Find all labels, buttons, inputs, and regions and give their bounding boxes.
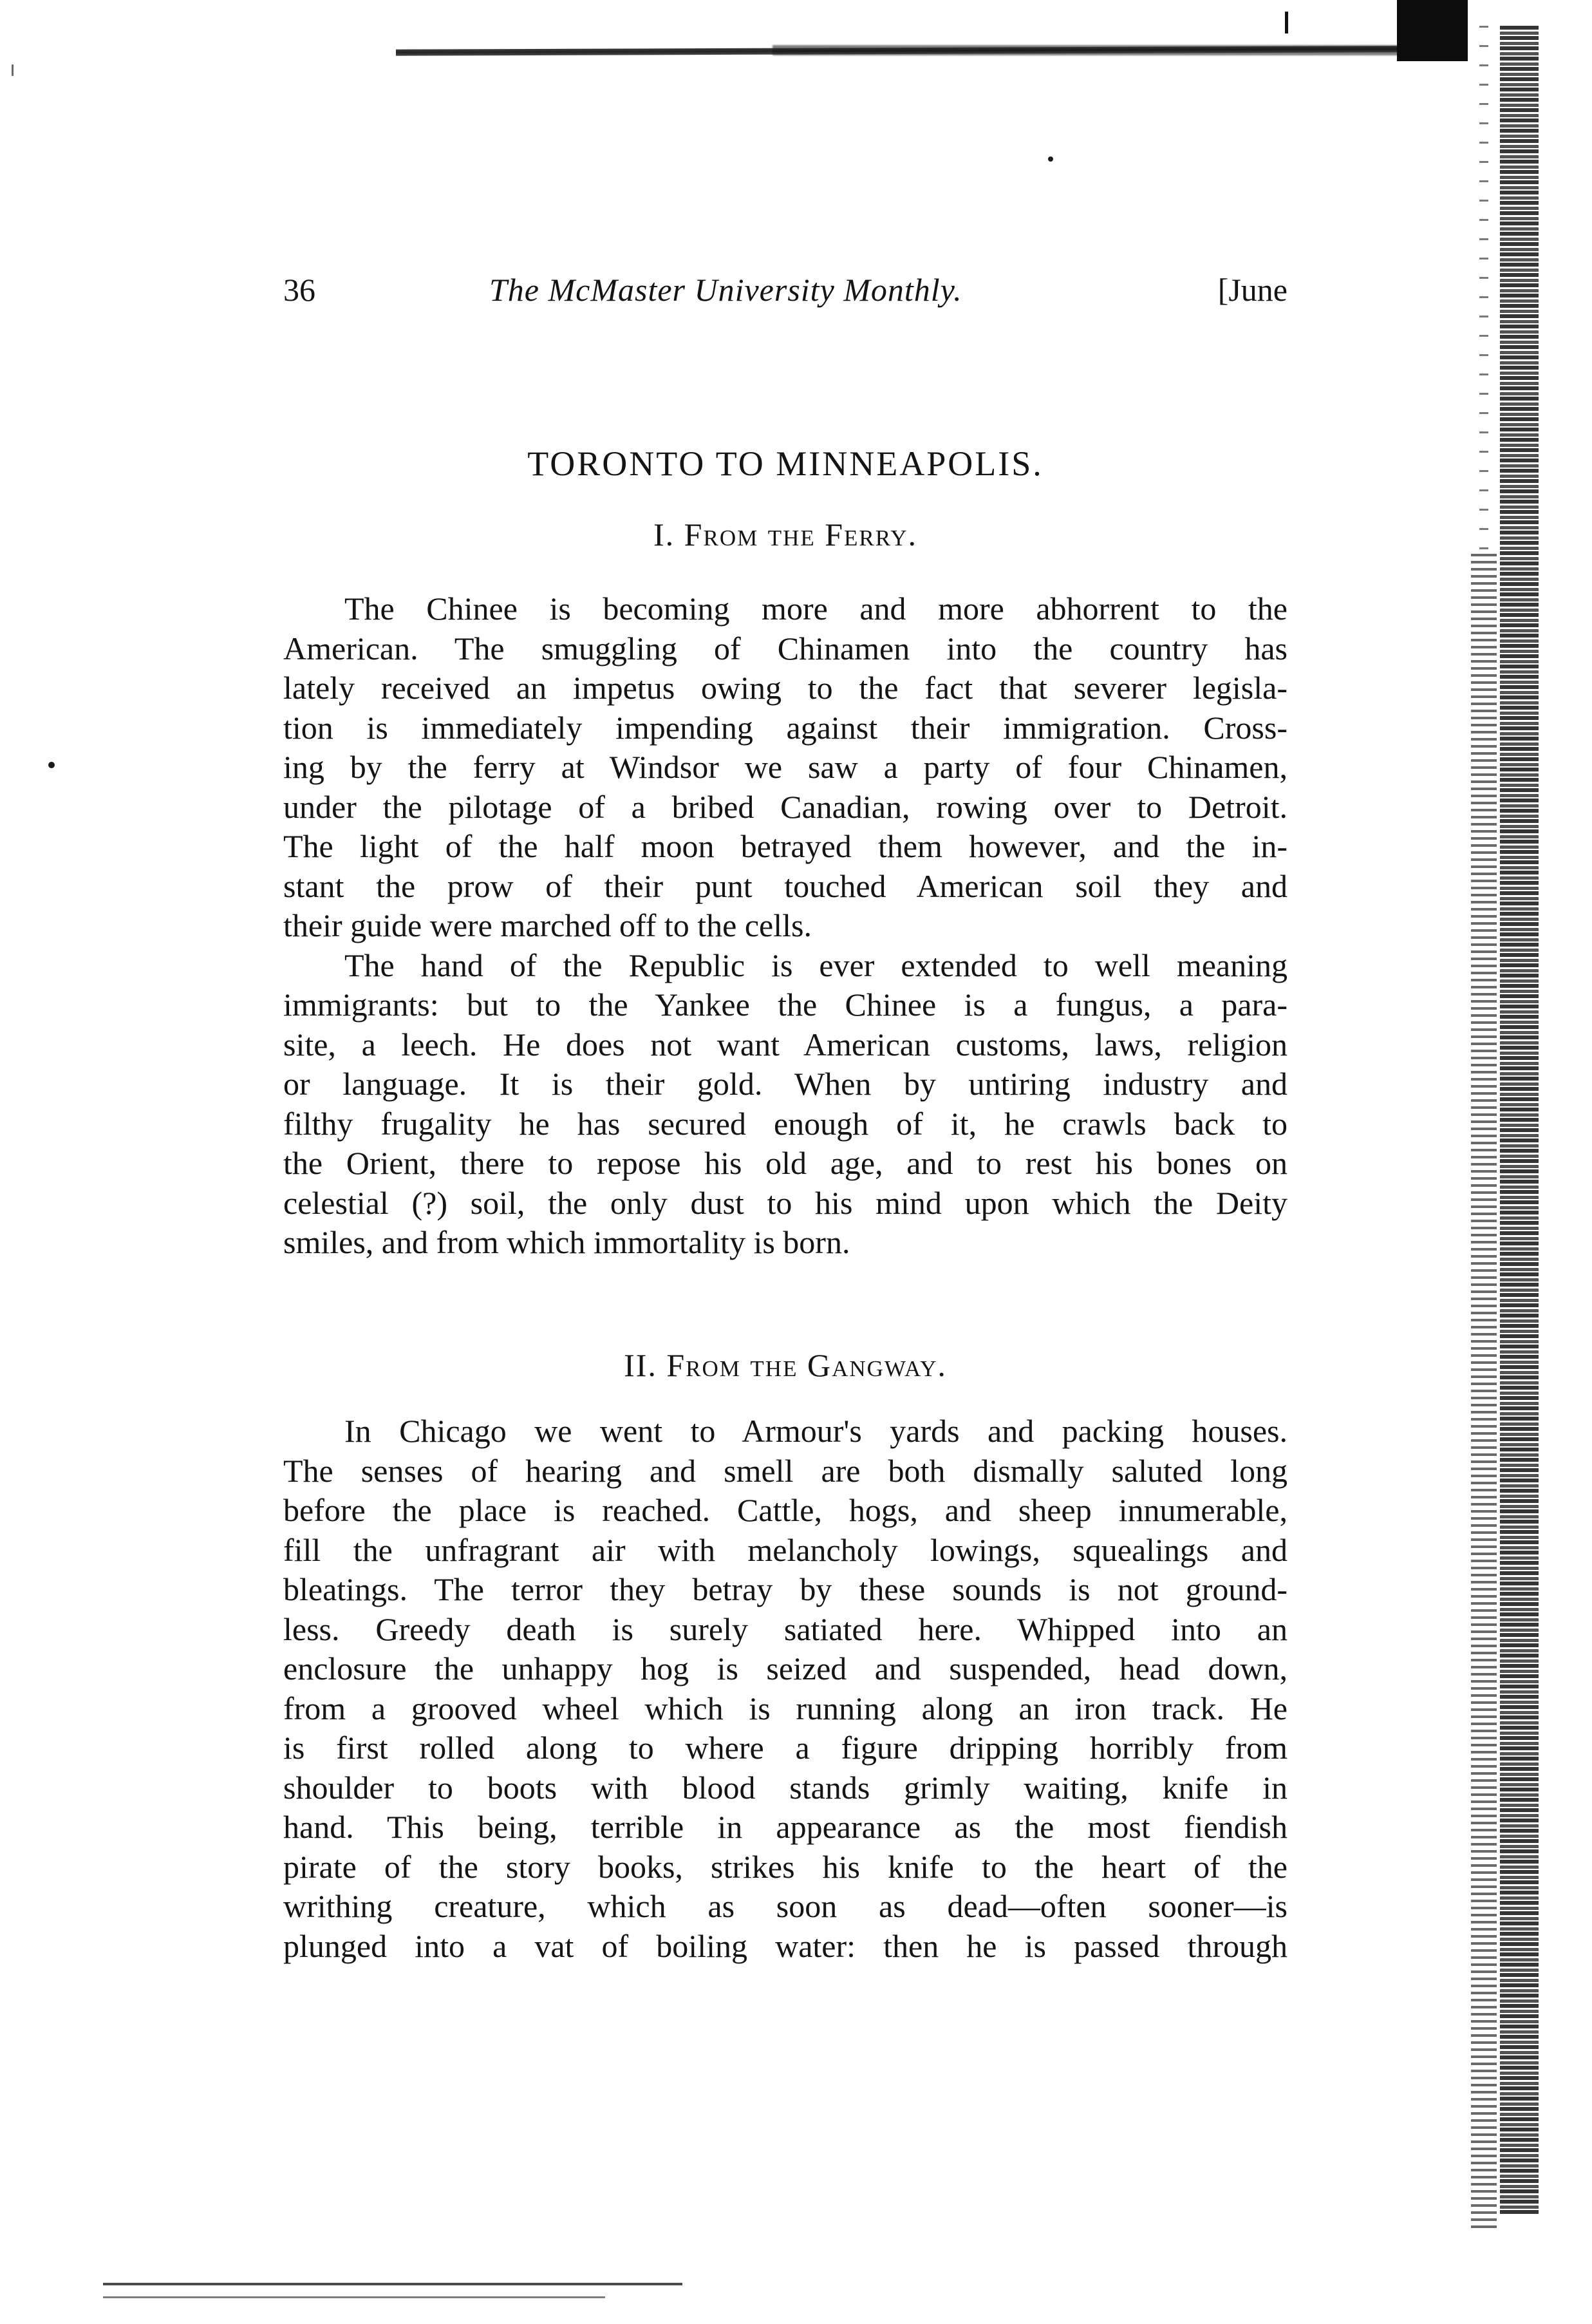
running-head — [283, 267, 1288, 312]
scan-corner-mark — [1397, 0, 1468, 61]
section-heading: II. From the Gangway. — [624, 1347, 947, 1383]
text-line: is first rolled along to where a figure dripping horribly from — [283, 1730, 1288, 1766]
section-heading: I. From the Ferry. — [653, 516, 917, 553]
text-line: lately received an impetus owing to the fact that severer legisla- — [283, 670, 1288, 706]
binding-edge-upper — [1479, 26, 1488, 554]
bottom-rule-secondary — [103, 2296, 605, 2298]
scan-tick-mark — [1285, 12, 1288, 33]
paragraph — [283, 1412, 1288, 1966]
text-line: tion is immediately impending against their immigration. Cross- — [283, 709, 1288, 746]
article-title: TORONTO TO MINNEAPOLIS. — [527, 444, 1044, 483]
text-line: enclosure the unhappy hog is seized and suspended, head down, — [283, 1650, 1288, 1686]
text-line: shoulder to boots with blood stands grimly waiting, knife in — [283, 1769, 1288, 1806]
text-line: smiles, and from which immortality is born. — [283, 1224, 850, 1260]
text-line: less. Greedy death is surely satiated here. Whipped into an — [283, 1611, 1288, 1647]
text-line: celestial (?) soil, the only dust to his mind upon which the Deity — [283, 1184, 1288, 1221]
text-line: site, a leech. He does not want American customs, laws, religion — [283, 1026, 1288, 1063]
text-line: The Chinee is becoming more and more abhorrent to the — [344, 590, 1288, 627]
scan-speck — [1048, 156, 1053, 162]
text-line: The hand of the Republic is ever extended to well meaning — [344, 947, 1288, 983]
text-line: before the place is reached. Cattle, hogs, and sheep innumerable, — [283, 1492, 1288, 1528]
text-line: bleatings. The terror they betray by these sounds is not ground- — [283, 1571, 1288, 1607]
text-line: filthy frugality he has secured enough of it, he crawls back to — [283, 1105, 1288, 1142]
text-line: hand. This being, terrible in appearance as the most fiendish — [283, 1809, 1288, 1845]
text-line: American. The smuggling of Chinamen into the country has — [283, 630, 1288, 666]
scan-speck — [12, 64, 14, 76]
text-line: fill the unfragrant air with melancholy lowings, squealings and — [283, 1531, 1288, 1568]
journal-title: The McMaster University Monthly. — [489, 272, 962, 308]
text-line: writhing creature, which as soon as dead—often sooner—is — [283, 1888, 1288, 1924]
text-line: under the pilotage of a bribed Canadian, rowing over to Detroit. — [283, 788, 1288, 825]
text-line: In Chicago we went to Armour's yards and packing houses. — [344, 1413, 1288, 1449]
text-line: stant the prow of their punt touched American soil they and — [283, 867, 1288, 904]
text-line: The light of the half moon betrayed them however, and the in- — [283, 828, 1288, 864]
paragraph — [283, 946, 1288, 1263]
text-line: ing by the ferry at Windsor we saw a party of four Chinamen, — [283, 749, 1288, 785]
text-line: from a grooved wheel which is running along an iron track. He — [283, 1690, 1288, 1726]
binding-edge-shadow — [1471, 554, 1497, 2228]
page-number: 36 — [283, 272, 315, 308]
binding-edge — [1500, 26, 1539, 2215]
scan-speck — [48, 762, 55, 768]
text-line: The senses of hearing and smell are both dismally saluted long — [283, 1452, 1288, 1489]
paragraph — [283, 589, 1288, 946]
text-line: the Orient, there to repose his old age, and to rest his bones on — [283, 1145, 1288, 1181]
section-body — [283, 589, 1288, 1263]
bottom-rule — [103, 2283, 682, 2285]
text-line: or language. It is their gold. When by untiring industry and — [283, 1066, 1288, 1102]
text-line: immigrants: but to the Yankee the Chinee is a fungus, a para- — [283, 987, 1288, 1023]
issue-month: [June — [1217, 272, 1288, 308]
section-body — [283, 1412, 1288, 1966]
text-line: plunged into a vat of boiling water: then he is passed through — [283, 1927, 1288, 1964]
text-line: pirate of the story books, strikes his knife to the heart of the — [283, 1848, 1288, 1885]
text-line: their guide were marched off to the cells. — [283, 907, 812, 943]
